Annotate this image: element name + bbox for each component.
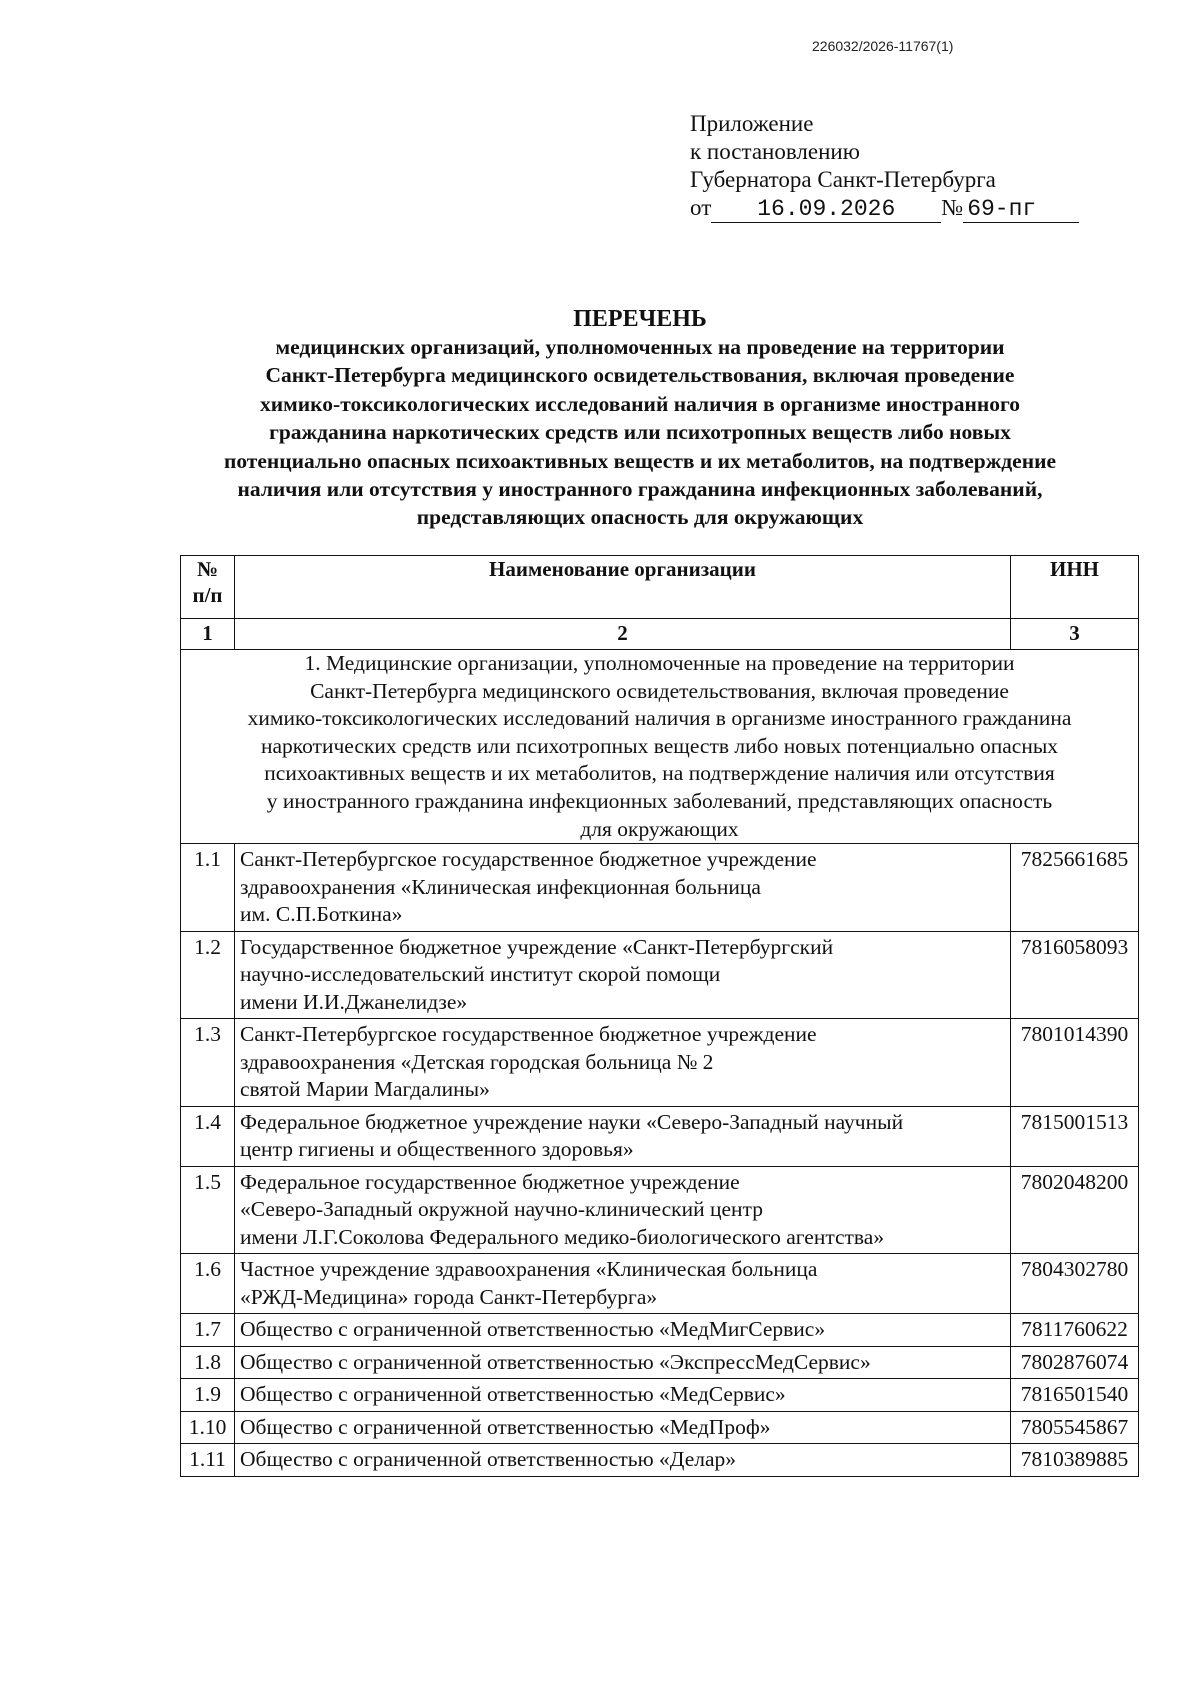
organization-name-line: Санкт-Петербургское государственное бюджетное учреждение [240, 1022, 817, 1047]
row-number: 1.8 [181, 1346, 235, 1379]
title-line: потенциально опасных психоактивных веществ и их метаболитов, на подтверждение [223, 448, 1057, 473]
organization-inn: 7810389885 [1011, 1444, 1139, 1477]
organization-name [235, 844, 1011, 932]
row-number: 1.9 [181, 1379, 235, 1412]
title-heading: ПЕРЕЧЕНЬ [573, 306, 707, 332]
section-line: Санкт-Петербурга медицинского освидетельствования, включая проведение [310, 678, 1009, 703]
header-number [181, 556, 235, 619]
table-row [181, 844, 1139, 932]
organization-name-line: им. С.П.Боткина» [240, 902, 403, 927]
organization-inn: 7802876074 [1011, 1346, 1139, 1379]
organization-name-line: «Северо-Западный окружной научно-клинический центр [240, 1197, 763, 1222]
organizations-table [180, 555, 1139, 1477]
table-row [181, 1314, 1139, 1347]
organization-name-line: здравоохранения «Клиническая инфекционная больница [240, 874, 761, 899]
section-line: наркотических средств или психотропных веществ либо новых потенциально опасных [260, 733, 1059, 758]
organization-inn: 7825661685 [1011, 844, 1139, 932]
organization-name-line: святой Марии Магдалины» [240, 1077, 490, 1102]
from-prefix: от [690, 195, 712, 220]
title-line: наличия или отсутствия у иностранного гражданина инфекционных заболеваний, [237, 477, 1043, 502]
row-number: 1.3 [181, 1019, 235, 1107]
organization-inn: 7816058093 [1011, 931, 1139, 1019]
organization-name [235, 1346, 1011, 1379]
organization-name-line: Общество с ограниченной ответственностью «МедМигСервис» [240, 1317, 826, 1342]
table-header-row [181, 556, 1139, 619]
organization-name-line: Государственное бюджетное учреждение «Санкт-Петербургский [240, 934, 834, 959]
table-row [181, 1254, 1139, 1314]
row-number: 1.4 [181, 1106, 235, 1166]
organization-name-line: имени И.И.Джанелидзе» [240, 989, 468, 1014]
table-row [181, 1444, 1139, 1477]
organization-name-line: Общество с ограниченной ответственностью «ЭкспрессМедСервис» [240, 1349, 871, 1374]
organization-inn: 7804302780 [1011, 1254, 1139, 1314]
section-line: 1. Медицинские организации, уполномоченные на проведение на территории [304, 651, 1015, 675]
row-number: 1.1 [181, 844, 235, 932]
section-line: химико-токсикологических исследований наличия в организме иностранного гражданина [247, 706, 1072, 731]
organization-name-line: Общество с ограниченной ответственностью «МедСервис» [240, 1382, 786, 1407]
organization-name-line: Федеральное государственное бюджетное учреждение [240, 1169, 740, 1194]
organization-inn: 7801014390 [1011, 1019, 1139, 1107]
appendix-line-2: к постановлению [690, 139, 860, 164]
organization-name [235, 1314, 1011, 1347]
title-line: химико-токсикологических исследований наличия в организме иностранного [260, 391, 1020, 416]
number-sign: № [941, 195, 964, 220]
organization-name-line: «РЖД-Медицина» города Санкт-Петербурга» [240, 1284, 658, 1309]
row-number: 1.7 [181, 1314, 235, 1347]
organization-inn: 7815001513 [1011, 1106, 1139, 1166]
organization-inn: 7816501540 [1011, 1379, 1139, 1412]
organization-name [235, 1106, 1011, 1166]
organization-inn: 7805545867 [1011, 1411, 1139, 1444]
organization-name [235, 1444, 1011, 1477]
section-heading [181, 650, 1139, 844]
header-organization-name: Наименование организации [235, 556, 1011, 619]
row-number: 1.10 [181, 1411, 235, 1444]
row-number: 1.2 [181, 931, 235, 1019]
column-index: 2 [235, 619, 1011, 650]
organization-name-line: здравоохранения «Детская городская больница № 2 [240, 1049, 714, 1074]
organization-name-line: научно-исследовательский институт скорой помощи [240, 962, 721, 987]
column-index-row [181, 619, 1139, 650]
organization-name [235, 1019, 1011, 1107]
section-line: у иностранного гражданина инфекционных заболеваний, представляющих опасность [266, 788, 1053, 813]
title-line: медицинских организаций, уполномоченных на проведение на территории [275, 335, 1005, 359]
title-line: гражданина наркотических средств или психотропных веществ либо новых [269, 420, 1011, 445]
header-inn: ИНН [1011, 556, 1139, 619]
document-title [160, 305, 1120, 532]
row-number: 1.11 [181, 1444, 235, 1477]
table-row [181, 1379, 1139, 1412]
title-line: Санкт-Петербурга медицинского освидетельствования, включая проведение [265, 363, 1015, 388]
organization-name-line: центр гигиены и общественного здоровья» [240, 1137, 634, 1162]
organization-inn: 7802048200 [1011, 1166, 1139, 1254]
appendix-line-3: Губернатора Санкт-Петербурга [690, 167, 996, 192]
appendix-block [690, 110, 1079, 223]
resolution-number: 69-пг [963, 196, 1079, 223]
organization-name-line: Общество с ограниченной ответственностью «Делар» [240, 1447, 737, 1472]
header-number-line-2: п/п [192, 583, 223, 607]
organization-name-line: Общество с ограниченной ответственностью «МедПроф» [240, 1414, 771, 1439]
table-row [181, 931, 1139, 1019]
organization-name-line: Частное учреждение здравоохранения «Клиническая больница [240, 1257, 818, 1282]
organization-name-line: имени Л.Г.Соколова Федерального медико-биологического агентства» [240, 1224, 885, 1249]
section-heading-row [181, 650, 1139, 844]
resolution-date: 16.09.2026 [711, 196, 941, 223]
column-index: 1 [181, 619, 235, 650]
appendix-line-1: Приложение [690, 111, 814, 136]
column-index: 3 [1011, 619, 1139, 650]
table-row [181, 1346, 1139, 1379]
row-number: 1.6 [181, 1254, 235, 1314]
table-row [181, 1411, 1139, 1444]
organization-name-line: Федеральное бюджетное учреждение науки «Северо-Западный научный [240, 1109, 904, 1134]
organization-name [235, 1166, 1011, 1254]
organization-name-line: Санкт-Петербургское государственное бюджетное учреждение [240, 847, 817, 872]
organization-name [235, 1379, 1011, 1412]
document-registration-number: 226032/2026-11767(1) [812, 38, 954, 54]
row-number: 1.5 [181, 1166, 235, 1254]
table-row [181, 1106, 1139, 1166]
organization-name [235, 931, 1011, 1019]
title-line: представляющих опасность для окружающих [416, 505, 864, 530]
table-row [181, 1166, 1139, 1254]
section-line: для окружающих [580, 816, 739, 841]
appendix-date-number-row [690, 194, 1079, 223]
header-number-line-1: № [196, 557, 219, 581]
table-row [181, 1019, 1139, 1107]
organization-name [235, 1254, 1011, 1314]
section-line: психоактивных веществ и их метаболитов, на подтверждение наличия или отсутствия [264, 761, 1055, 786]
organization-name [235, 1411, 1011, 1444]
organization-inn: 7811760622 [1011, 1314, 1139, 1347]
